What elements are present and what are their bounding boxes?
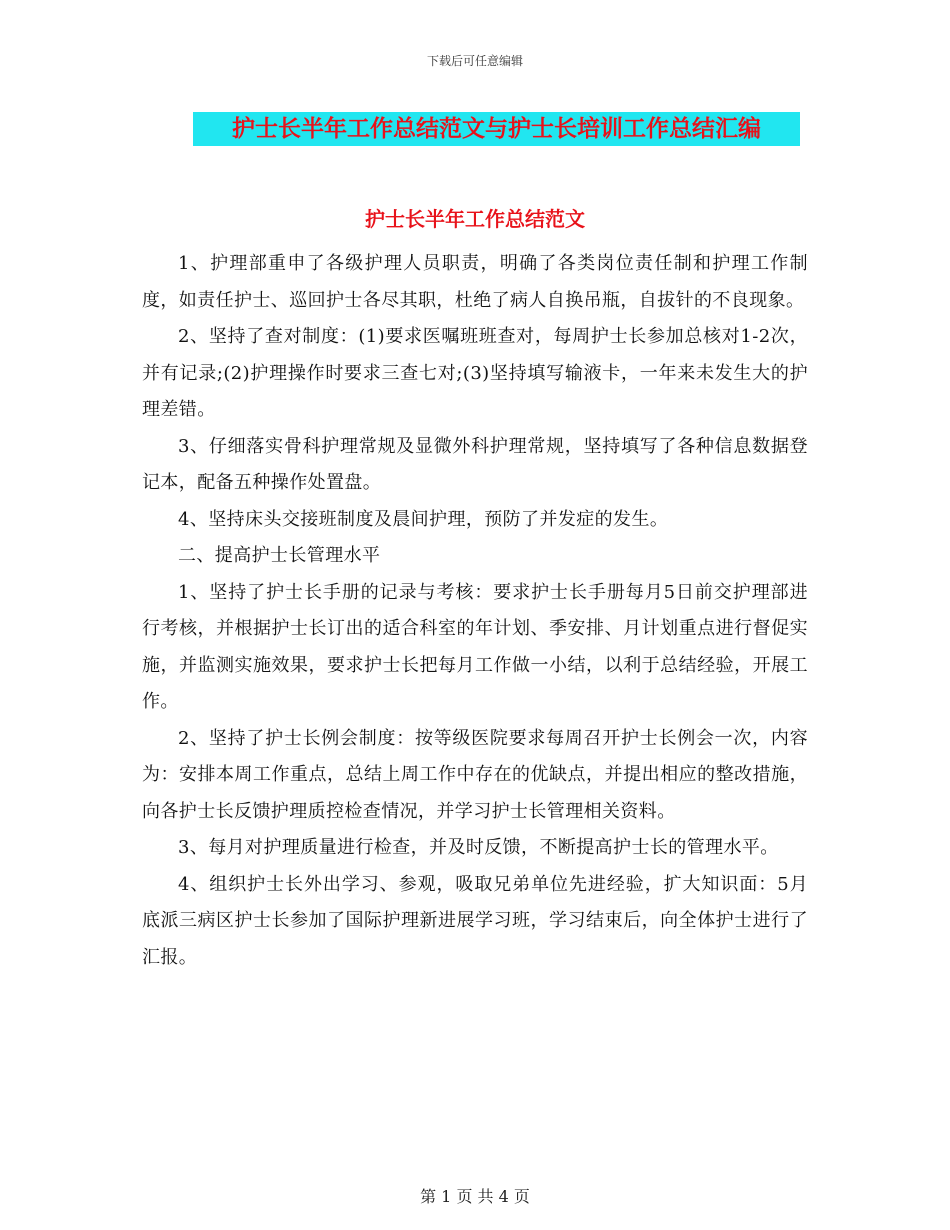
paragraph: 3、每月对护理质量进行检查，并及时反馈，不断提高护士长的管理水平。 [178,837,779,858]
paragraph: 1、护理部重申了各级护理人员职责，明确了各类岗位责任制和护理工作制度，如责任护士、巡回护士各尽其职，杜绝了病人自换吊瓶，自拔针的不良现象。 [142,253,808,311]
paragraph: 4、组织护士长外出学习、参观，吸取兄弟单位先进经验，扩大知识面：5月底派三病区护士长参加了国际护理新进展学习班，学习结束后，向全体护士进行了汇报。 [142,873,808,968]
section-title: 护士长半年工作总结范文 [365,207,585,231]
document-title: 护士长半年工作总结范文与护士长培训工作总结汇编 [193,112,800,146]
paragraph: 2、坚持了护士长例会制度：按等级医院要求每周召开护士长例会一次，内容为：安排本周工作重点，总结上周工作中存在的优缺点，并提出相应的整改措施，向各护士长反馈护理质控检查情况，并学习护士长管理相关资料。 [142,727,808,822]
paragraph: 3、仔细落实骨科护理常规及显微外科护理常规，坚持填写了各种信息数据登记本，配备五种操作处置盘。 [142,435,808,493]
paragraph: 2、坚持了查对制度：(1)要求医嘱班班查对，每周护士长参加总核对1-2次，并有记录;(2)护理操作时要求三查七对;(3)坚持填写输液卡，一年来未发生大的护理差错。 [142,326,808,420]
page-footer: 第 1 页 共 4 页 [420,1187,530,1206]
section-heading: 二、提高护士长管理水平 [178,545,381,566]
paragraph: 1、坚持了护士长手册的记录与考核：要求护士长手册每月5日前交护理部进行考核，并根据护士长订出的适合科室的年计划、季安排、月计划重点进行督促实施，并监测实施效果，要求护士长把每月工作做一小结，以利于总结经验，开展工作。 [142,581,808,712]
page-header: 下载后可任意编辑 [426,54,523,68]
paragraph: 4、坚持床头交接班制度及晨间护理，预防了并发症的发生。 [178,508,669,530]
body-text [142,246,808,976]
